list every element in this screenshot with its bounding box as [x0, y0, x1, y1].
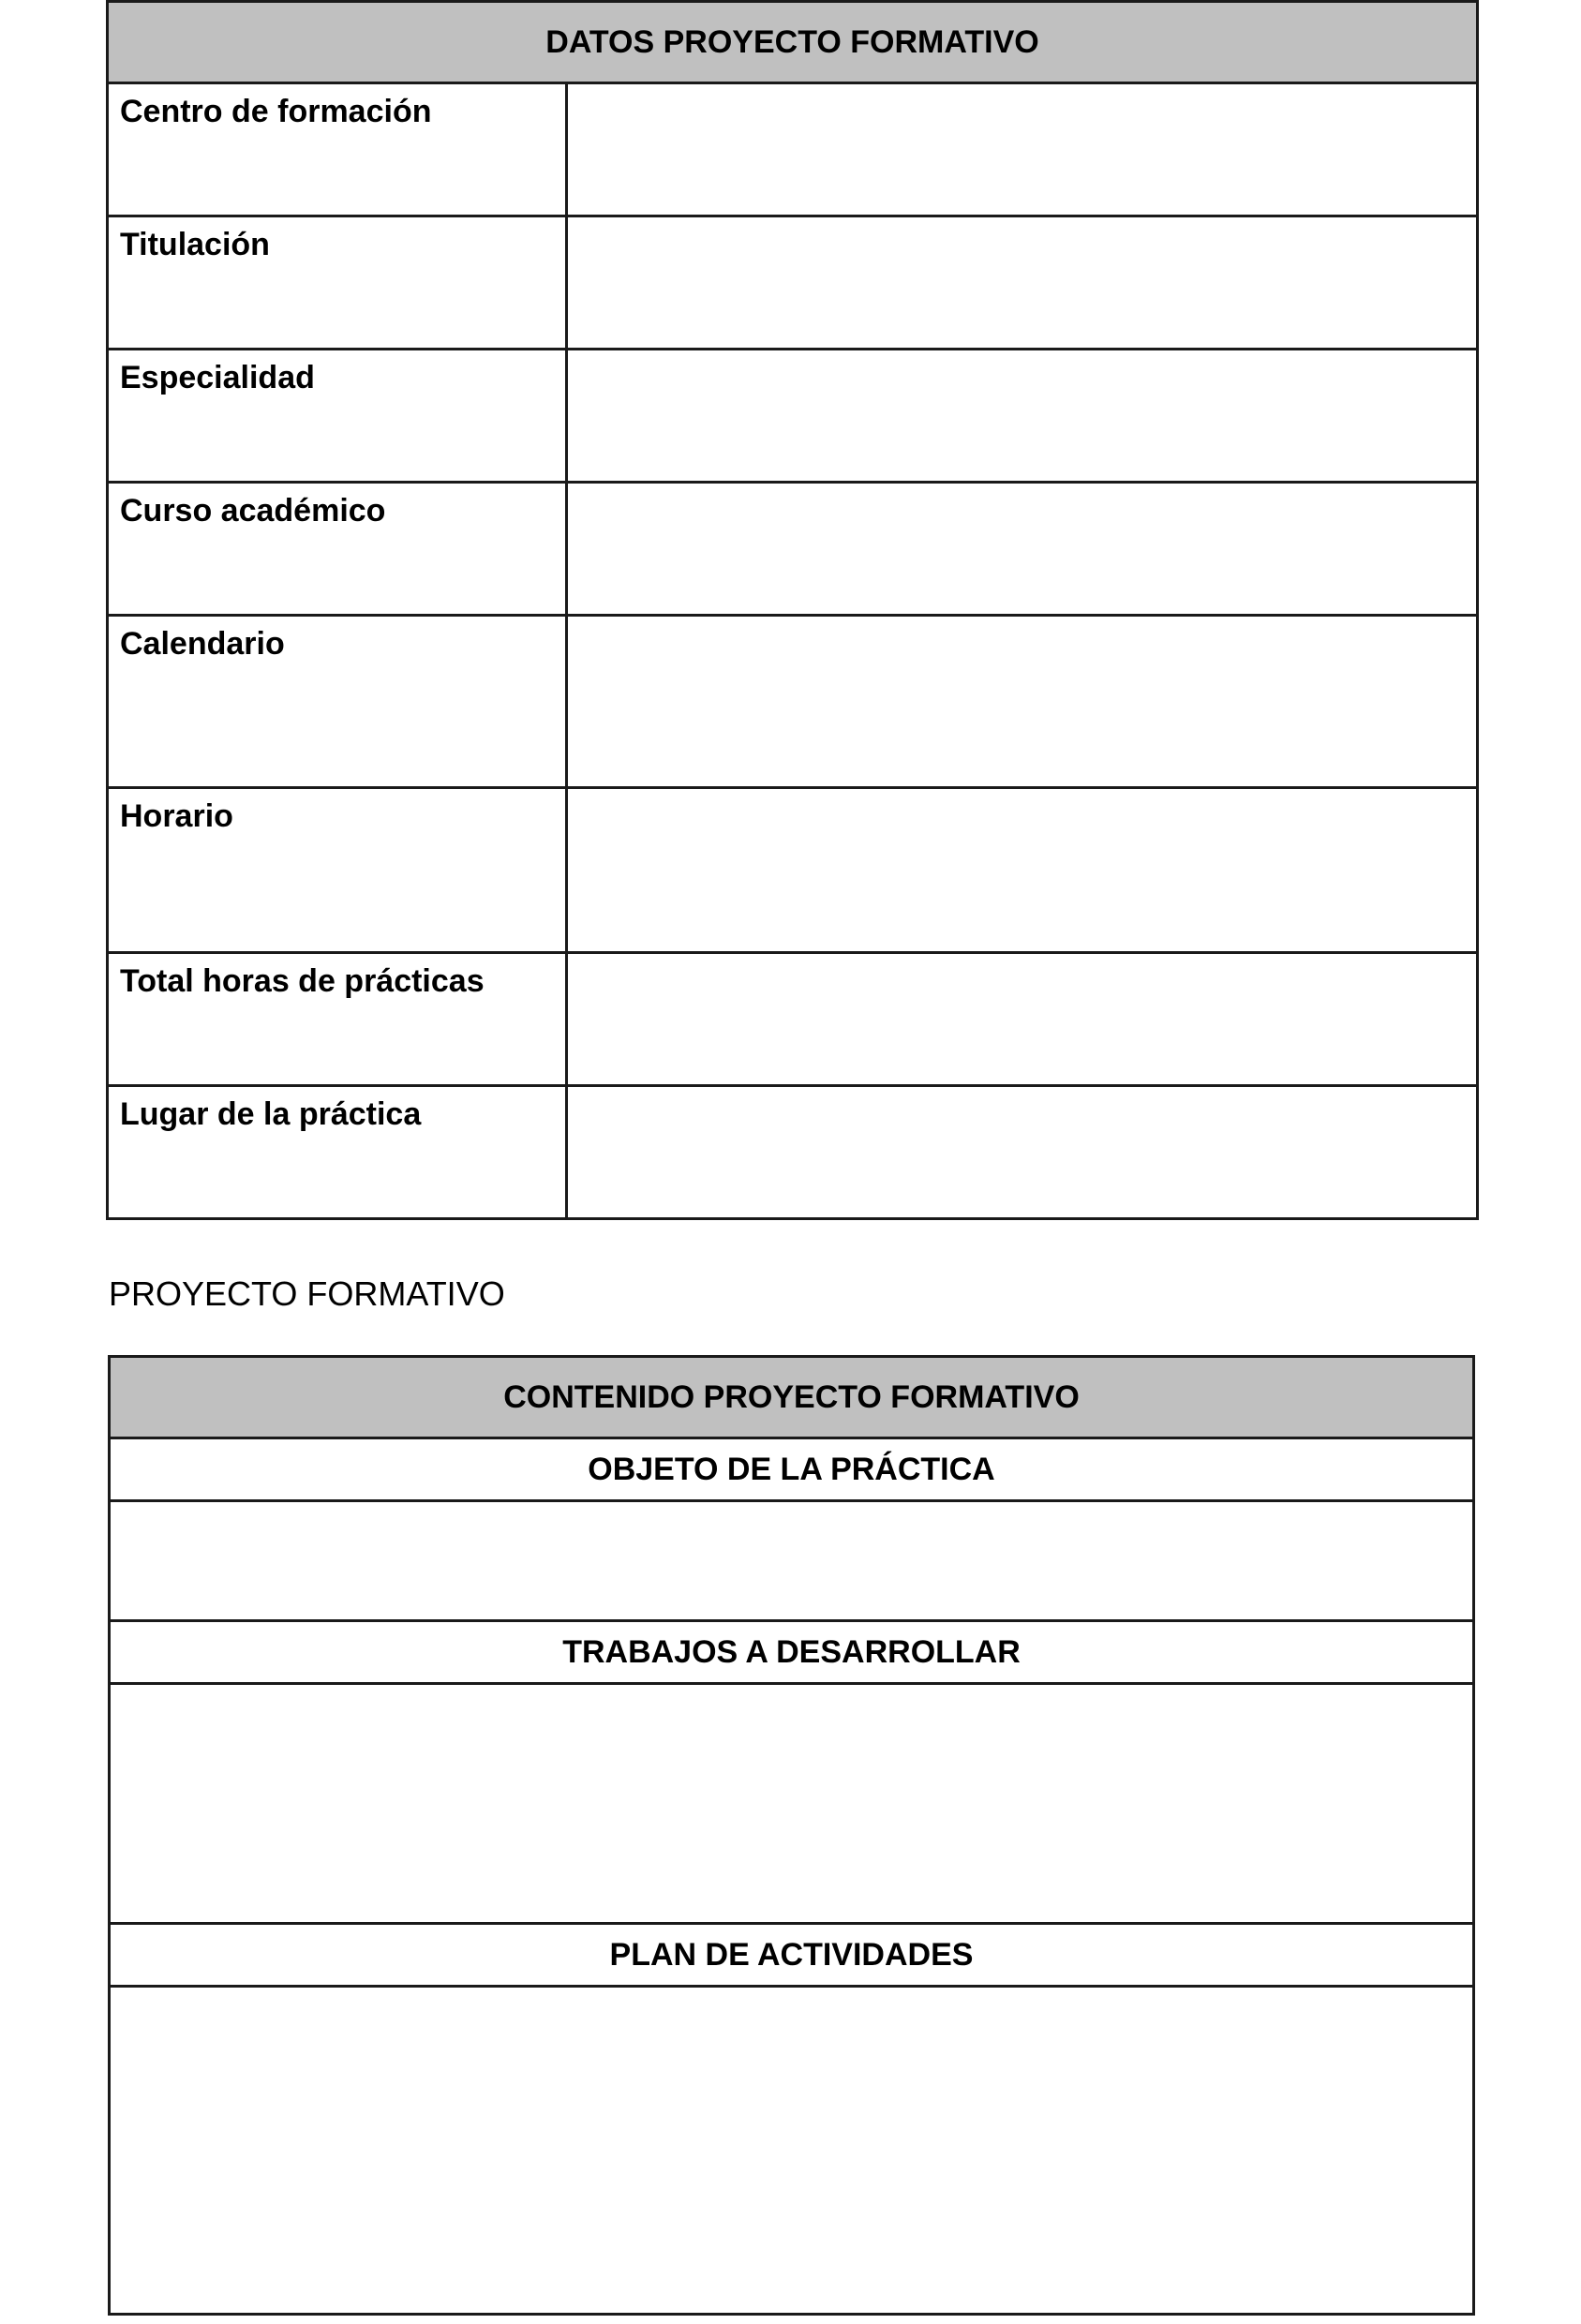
horario-label: Horario: [108, 788, 567, 953]
curso-academico-label: Curso académico: [108, 483, 567, 616]
contenido-proyecto-table: [108, 1355, 1475, 2316]
titulacion-field[interactable]: [567, 216, 1478, 350]
plan-actividades-field[interactable]: [110, 1987, 1474, 2315]
centro-formacion-field[interactable]: [567, 83, 1478, 216]
datos-table-header: DATOS PROYECTO FORMATIVO: [108, 2, 1478, 83]
contenido-table-header: CONTENIDO PROYECTO FORMATIVO: [110, 1357, 1474, 1438]
calendario-label: Calendario: [108, 616, 567, 788]
especialidad-label: Especialidad: [108, 350, 567, 483]
section-title: PROYECTO FORMATIVO: [109, 1274, 505, 1313]
plan-actividades-header: PLAN DE ACTIVIDADES: [110, 1924, 1474, 1987]
lugar-practica-label: Lugar de la práctica: [108, 1086, 567, 1219]
trabajos-desarrollar-field[interactable]: [110, 1684, 1474, 1924]
trabajos-desarrollar-header: TRABAJOS A DESARROLLAR: [110, 1621, 1474, 1684]
lugar-practica-field[interactable]: [567, 1086, 1478, 1219]
especialidad-field[interactable]: [567, 350, 1478, 483]
objeto-practica-header: OBJETO DE LA PRÁCTICA: [110, 1438, 1474, 1501]
horario-field[interactable]: [567, 788, 1478, 953]
centro-formacion-label: Centro de formación: [108, 83, 567, 216]
titulacion-label: Titulación: [108, 216, 567, 350]
curso-academico-field[interactable]: [567, 483, 1478, 616]
calendario-field[interactable]: [567, 616, 1478, 788]
objeto-practica-field[interactable]: [110, 1501, 1474, 1621]
total-horas-label: Total horas de prácticas: [108, 953, 567, 1086]
total-horas-field[interactable]: [567, 953, 1478, 1086]
datos-proyecto-table: [106, 0, 1479, 1220]
